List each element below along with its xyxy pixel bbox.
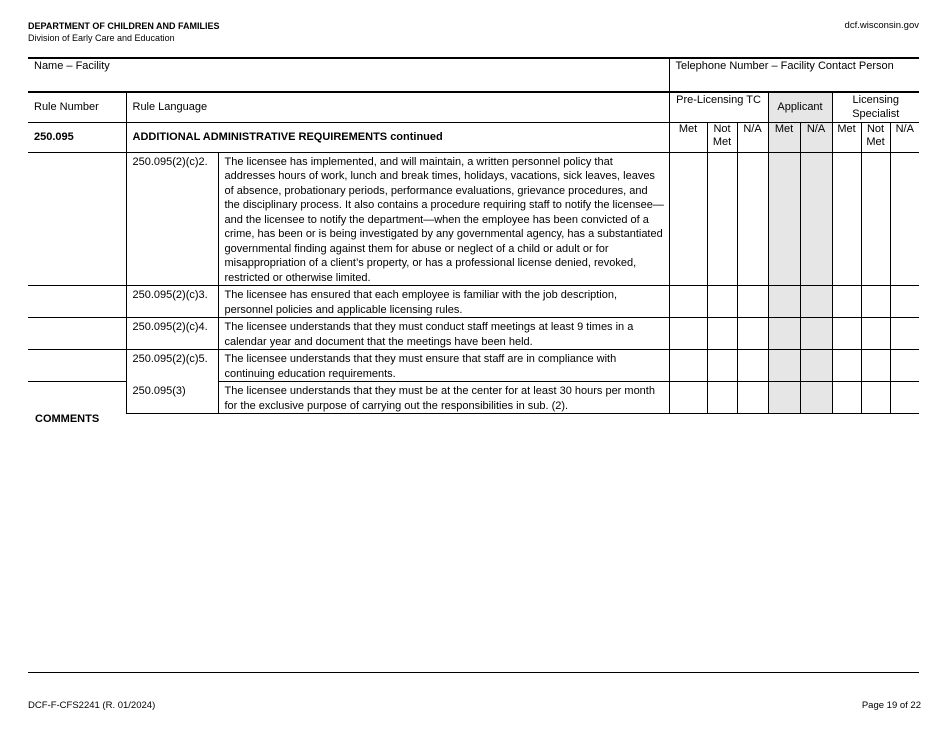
comments-label: COMMENTS bbox=[35, 413, 100, 425]
pre-na-cell[interactable] bbox=[737, 382, 768, 414]
rule-number-header: Rule Number bbox=[28, 92, 126, 122]
pre-met-cell[interactable] bbox=[669, 152, 707, 286]
telephone-label: Telephone Number – Facility Contact Person bbox=[675, 60, 894, 72]
section-number: 250.095 bbox=[28, 122, 126, 152]
ls-not-met-cell[interactable] bbox=[861, 350, 890, 382]
rule-language-header: Rule Language bbox=[126, 92, 669, 122]
table-row bbox=[28, 286, 919, 318]
rule-text: The licensee understands that they must conduct staff meetings at least 9 times in a calendar year and document that the meetings have been held. bbox=[218, 318, 669, 350]
rule-text: The licensee understands that they must ensure that staff are in compliance with continuing education requirements. bbox=[218, 350, 669, 382]
ls-not-met-cell[interactable] bbox=[861, 286, 890, 318]
ls-na-header: N/A bbox=[890, 122, 919, 152]
pre-met-cell[interactable] bbox=[669, 286, 707, 318]
pre-na-cell[interactable] bbox=[737, 286, 768, 318]
ls-na-cell[interactable] bbox=[890, 152, 919, 286]
pre-licensing-header: Pre-Licensing TC bbox=[669, 92, 768, 122]
website-label: dcf.wisconsin.gov bbox=[844, 20, 919, 31]
app-na-cell[interactable] bbox=[800, 318, 832, 350]
header-left bbox=[28, 20, 220, 44]
checklist-table bbox=[28, 57, 919, 414]
ls-met-cell[interactable] bbox=[832, 286, 861, 318]
rule-text: The licensee has ensured that each employee is familiar with the job description, personnel policies and applicable licensing rules. bbox=[218, 286, 669, 318]
pre-na-cell[interactable] bbox=[737, 350, 768, 382]
rule-number: 250.095(2)(c)5. bbox=[126, 350, 218, 382]
ls-na-cell[interactable] bbox=[890, 286, 919, 318]
ls-met-cell[interactable] bbox=[832, 350, 861, 382]
pre-na-cell[interactable] bbox=[737, 152, 768, 286]
page-number: Page 19 of 22 bbox=[861, 700, 921, 711]
pre-not-met-cell[interactable] bbox=[707, 382, 737, 414]
form-number: DCF-F-CFS2241 (R. 01/2024) bbox=[28, 700, 156, 711]
pre-met-cell[interactable] bbox=[669, 318, 707, 350]
rule-number: 250.095(2)(c)3. bbox=[126, 286, 218, 318]
section-title: ADDITIONAL ADMINISTRATIVE REQUIREMENTS continued bbox=[126, 122, 669, 152]
table-row bbox=[28, 318, 919, 350]
ls-not-met-cell[interactable] bbox=[861, 318, 890, 350]
table-row bbox=[28, 382, 919, 414]
table-row bbox=[28, 350, 919, 382]
telephone-field[interactable] bbox=[669, 58, 919, 92]
pre-met-cell[interactable] bbox=[669, 350, 707, 382]
app-met-cell[interactable] bbox=[768, 286, 800, 318]
app-met-cell[interactable] bbox=[768, 350, 800, 382]
app-na-header: N/A bbox=[800, 122, 832, 152]
ls-not-met-cell[interactable] bbox=[861, 382, 890, 414]
rule-text: The licensee has implemented, and will maintain, a written personnel policy that addresses hours of work, lunch and break times, holidays, vacations, sick leaves, leaves of absence, probationary periods, performance evaluations, grievance procedures, and the disciplinary process. It also contains a procedure requiring staff to notify the licensee—and the licensee to notify the department—when the employee has been convicted of a crime, has been or is being investigated by any governmental agency, has a substantiated governmental finding against them for abuse or neglect of a child or adult or for misappropriation of a client’s property, or has a professional license denied, revoked, restricted or otherwise limited. bbox=[218, 152, 669, 286]
ls-met-cell[interactable] bbox=[832, 152, 861, 286]
ls-na-cell[interactable] bbox=[890, 382, 919, 414]
pre-not-met-cell[interactable] bbox=[707, 152, 737, 286]
department-name: DEPARTMENT OF CHILDREN AND FAMILIES bbox=[28, 21, 220, 31]
division-name: Division of Early Care and Education bbox=[28, 33, 175, 43]
app-met-cell[interactable] bbox=[768, 152, 800, 286]
pre-na-cell[interactable] bbox=[737, 318, 768, 350]
name-facility-field[interactable] bbox=[28, 58, 669, 92]
rule-number: 250.095(2)(c)2. bbox=[126, 152, 218, 286]
rule-text: The licensee understands that they must be at the center for at least 30 hours per month for the exclusive purpose of carrying out the responsibilities in sub. (2). bbox=[218, 382, 669, 414]
app-na-cell[interactable] bbox=[800, 350, 832, 382]
app-na-cell[interactable] bbox=[800, 152, 832, 286]
table-row bbox=[28, 152, 919, 286]
pre-not-met-cell[interactable] bbox=[707, 350, 737, 382]
rule-number: 250.095(3) bbox=[126, 382, 218, 414]
pre-not-met-cell[interactable] bbox=[707, 286, 737, 318]
ls-na-cell[interactable] bbox=[890, 350, 919, 382]
app-na-cell[interactable] bbox=[800, 382, 832, 414]
footer-divider bbox=[28, 672, 919, 673]
app-met-cell[interactable] bbox=[768, 382, 800, 414]
app-met-cell[interactable] bbox=[768, 318, 800, 350]
applicant-header: Applicant bbox=[768, 92, 832, 122]
pre-met-cell[interactable] bbox=[669, 382, 707, 414]
pre-not-met-header: Not Met bbox=[707, 122, 737, 152]
licensing-specialist-header: Licensing Specialist bbox=[832, 92, 919, 122]
app-na-cell[interactable] bbox=[800, 286, 832, 318]
rule-number: 250.095(2)(c)4. bbox=[126, 318, 218, 350]
ls-met-cell[interactable] bbox=[832, 318, 861, 350]
app-met-header: Met bbox=[768, 122, 800, 152]
ls-not-met-cell[interactable] bbox=[861, 152, 890, 286]
pre-met-header: Met bbox=[669, 122, 707, 152]
ls-met-cell[interactable] bbox=[832, 382, 861, 414]
name-facility-label: Name – Facility bbox=[34, 60, 110, 72]
ls-na-cell[interactable] bbox=[890, 318, 919, 350]
ls-not-met-header: Not Met bbox=[861, 122, 890, 152]
pre-na-header: N/A bbox=[737, 122, 768, 152]
pre-not-met-cell[interactable] bbox=[707, 318, 737, 350]
ls-met-header: Met bbox=[832, 122, 861, 152]
